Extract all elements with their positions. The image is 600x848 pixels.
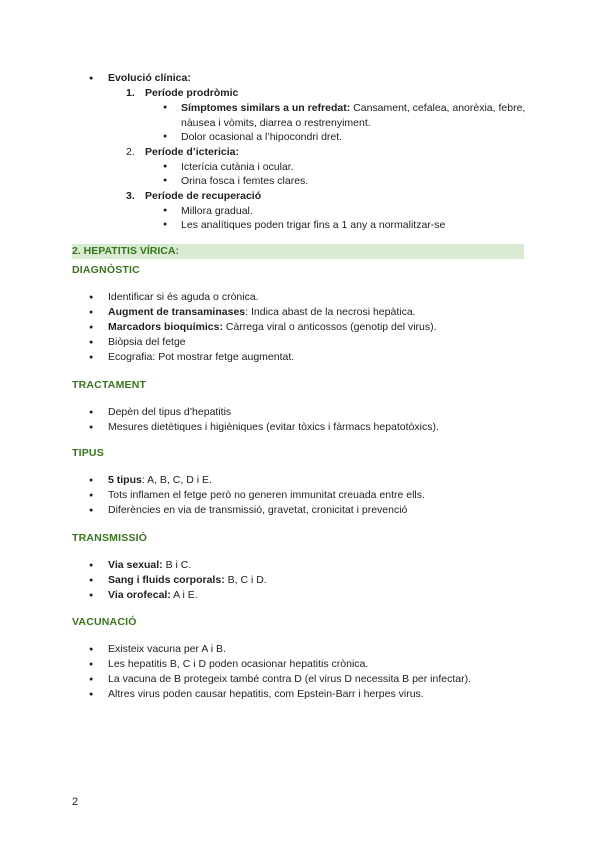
- period-number: 2.: [126, 145, 135, 158]
- period-number: 3.: [126, 189, 135, 202]
- period-title: Període de recuperació: [145, 189, 262, 202]
- period-3: [0, 189, 600, 204]
- list-item: [0, 558, 600, 573]
- period-1: [0, 86, 600, 101]
- period-number: 1.: [126, 87, 135, 99]
- list-item: [0, 420, 600, 435]
- list-item: [0, 71, 600, 86]
- period-2: [0, 145, 600, 160]
- list-item: [0, 473, 600, 488]
- evolucio-block: [0, 71, 600, 233]
- tipus-list: [0, 473, 600, 518]
- item-text: Cansament, cefalea, anorèxia, febre, nàusea i vòmits, diarrea o restrenyiment.: [181, 102, 526, 129]
- item-text: La vacuna de B protegeix també contra D (el virus D necessita B per infectar).: [108, 673, 472, 685]
- section-heading: 2. HEPATITIS VÍRICA:: [72, 244, 524, 259]
- tractament-heading: TRACTAMENT: [72, 379, 147, 391]
- list-item: [0, 503, 600, 518]
- transmissio-list: [0, 558, 600, 603]
- bold-text: 5 tipus: [108, 474, 142, 486]
- list-item: [0, 588, 600, 603]
- item-text: Mesures dietètiques i higièniques (evitar tòxics i fàrmacs hepatotòxics).: [108, 421, 439, 433]
- item-text: Càrrega viral o anticossos (genotip del virus).: [222, 321, 437, 333]
- tipus-heading: TIPUS: [72, 447, 104, 459]
- item-text: Identificar si és aguda o crònica.: [108, 291, 259, 303]
- item-text: Depèn del tipus d’hepatitis: [108, 406, 232, 418]
- list-item: [0, 488, 600, 503]
- list-item: [0, 320, 600, 335]
- list-item: [0, 130, 600, 145]
- item-text: A i E.: [170, 589, 198, 601]
- item-text: B, C i D.: [224, 574, 267, 586]
- evolucio-title: Evolució clínica:: [108, 72, 191, 84]
- vacunacio-heading: VACUNACIÓ: [72, 616, 137, 628]
- item-text: Tots inflamen el fetge però no generen immunitat creuada entre ells.: [108, 489, 425, 501]
- item-text: Diferències en via de transmissió, gravetat, cronicitat i prevenció: [108, 504, 408, 516]
- diagnostic-heading: DIAGNÒSTIC: [72, 264, 140, 276]
- transmissio-heading: TRANSMISSIÓ: [72, 532, 148, 544]
- list-item: [0, 160, 600, 175]
- bold-text: Marcadors bioquímics:: [108, 321, 223, 333]
- list-item: [0, 204, 600, 219]
- item-text: Ecografia: Pot mostrar fetge augmentat.: [108, 351, 295, 363]
- item-text: Icterícia cutània i ocular.: [181, 160, 294, 173]
- page-number: 2: [72, 796, 79, 808]
- period-title: Període prodròmic: [145, 87, 239, 99]
- item-text: Les analítiques poden trigar fins a 1 any a normalitzar-se: [181, 219, 446, 231]
- bold-text: Via sexual:: [108, 559, 163, 571]
- list-item: [0, 174, 600, 189]
- bold-text: Sang i fluids corporals:: [108, 574, 225, 586]
- list-item: [0, 687, 600, 702]
- list-item: [0, 573, 600, 588]
- list-item: [0, 642, 600, 657]
- vacunacio-list: [0, 642, 600, 702]
- list-item: [0, 672, 600, 687]
- list-item: [0, 218, 600, 233]
- item-text: Orina fosca i femtes clares.: [181, 175, 309, 187]
- tractament-list: [0, 405, 600, 435]
- item-text: Altres virus poden causar hepatitis, com Epstein-Barr i herpes virus.: [108, 688, 424, 700]
- bold-text: Augment de transaminases: [108, 306, 246, 318]
- item-text: : Indica abast de la necrosi hepàtica.: [245, 306, 416, 318]
- list-item: [0, 335, 600, 350]
- bold-text: Símptomes similars a un refredat:: [181, 102, 351, 114]
- period-title: Període d’ictericia:: [145, 145, 239, 158]
- list-item: [0, 290, 600, 305]
- item-text: Dolor ocasional a l’hipocondri dret.: [181, 131, 343, 143]
- list-item: [0, 101, 600, 130]
- item-text: Les hepatitis B, C i D poden ocasionar hepatitis crònica.: [108, 658, 369, 670]
- bold-text: Via orofecal:: [108, 589, 171, 601]
- item-text: Biòpsia del fetge: [108, 336, 186, 348]
- list-item: [0, 305, 600, 320]
- list-item: [0, 350, 600, 365]
- item-text: Millora gradual.: [181, 204, 253, 217]
- item-text: : A, B, C, D i E.: [141, 474, 212, 486]
- list-item: [0, 657, 600, 672]
- item-text: Existeix vacuna per A i B.: [108, 643, 226, 655]
- list-item: [0, 405, 600, 420]
- item-text: B i C.: [162, 559, 192, 571]
- diagnostic-list: [0, 290, 600, 365]
